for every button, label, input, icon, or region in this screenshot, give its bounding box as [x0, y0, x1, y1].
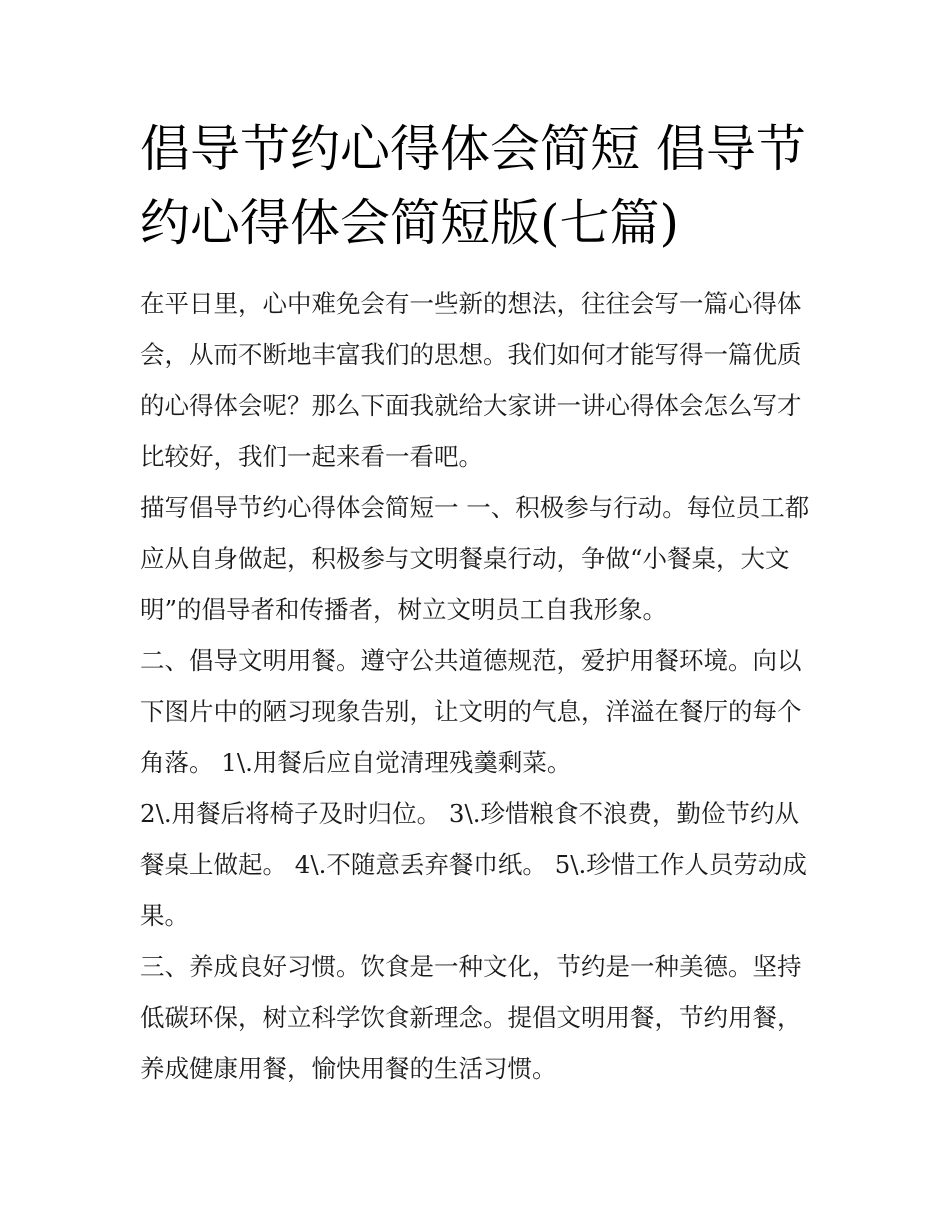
- paragraph-section-2-list: 2\.用餐后将椅子及时归位。 3\.珍惜粮食不浪费，勤俭节约从餐桌上做起。 4\.不随意丢弃餐巾纸。 5\.珍惜工作人员劳动成果。: [140, 799, 807, 930]
- paragraph-intro: 在平日里，心中难免会有一些新的想法，往往会写一篇心得体会，从而不断地丰富我们的思想。我们如何才能写得一篇优质的心得体会呢？那么下面我就给大家讲一讲心得体会怎么写才比较好，我们一起来看一看吧。: [140, 289, 802, 471]
- paragraph-section-3: 三、养成良好习惯。饮食是一种文化，节约是一种美德。坚持低碳环保，树立科学饮食新理念。提倡文明用餐，节约用餐，养成健康用餐，愉快用餐的生活习惯。: [140, 952, 802, 1083]
- document-body: [140, 278, 820, 1094]
- document-title: 倡导节约心得体会简短 倡导节约心得体会简短版(七篇): [140, 120, 806, 252]
- paragraph-section-1: 描写倡导节约心得体会简短一 一、积极参与行动。每位员工都应从自身做起，积极参与文明餐桌行动，争做“小餐桌，大文明”的倡导者和传播者，树立文明员工自我形象。: [140, 493, 810, 624]
- paragraph-section-2: 二、倡导文明用餐。遵守公共道德规范，爱护用餐环境。向以下图片中的陋习现象告别，让文明的气息，洋溢在餐厅的每个角落。 1\.用餐后应自觉清理残羹剩菜。: [140, 646, 802, 777]
